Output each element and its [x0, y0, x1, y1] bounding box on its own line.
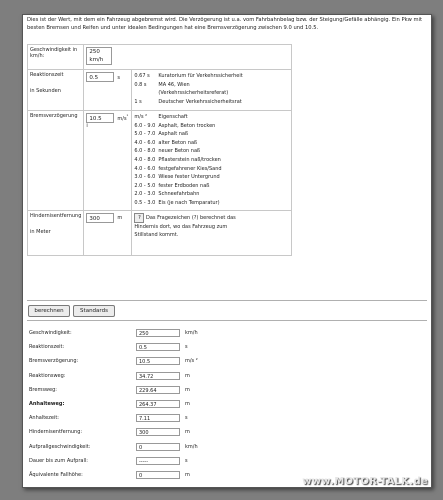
decel-info-row	[134, 147, 289, 156]
reaction-info-value: 0.8 s	[134, 81, 147, 88]
result-label: Dauer bis zum Aufprall:	[29, 457, 88, 464]
speed-label-text: Geschwindigkeit in km/h:	[30, 47, 78, 59]
calculator-window	[22, 14, 432, 488]
result-value-field[interactable]: 229.64	[136, 386, 180, 394]
reaction-info-value: 1 s	[134, 98, 142, 105]
calculate-button[interactable]: berechnen	[28, 305, 70, 317]
separator	[27, 300, 427, 301]
speed-label	[28, 45, 84, 70]
reaction-info-row	[134, 81, 289, 90]
result-label: Reaktionszeit:	[29, 344, 65, 351]
speed-input[interactable]	[86, 47, 112, 65]
reaction-input-cell	[84, 70, 132, 111]
decel-info-row	[134, 173, 289, 182]
decel-row	[28, 111, 292, 211]
result-label: Aufprallgeschwindigkeit:	[29, 443, 91, 450]
decel-info-row	[134, 156, 289, 165]
result-label: Reaktionsweg:	[29, 372, 66, 379]
decel-info-value: 4.0 - 6.0	[134, 165, 156, 172]
obstacle-info	[132, 210, 292, 255]
decel-info-value: 3.0 - 6.0	[134, 174, 156, 181]
reaction-info-row	[134, 89, 289, 98]
result-unit: s	[185, 457, 188, 464]
decel-info-header	[134, 113, 289, 122]
obstacle-label-unit: in Meter	[30, 228, 51, 235]
decel-info-row	[134, 165, 289, 174]
decel-info-desc: neuer Beton naß	[158, 148, 201, 155]
obstacle-note: Hindernis dort, wo das Fahrzeug zum	[134, 223, 228, 230]
obstacle-note-row	[134, 213, 289, 223]
decel-unit	[117, 113, 129, 122]
decel-info-value: 2.0 - 5.0	[134, 182, 156, 189]
decel-info-value: 4.0 - 8.0	[134, 156, 156, 163]
obstacle-label-cell	[28, 210, 84, 255]
decel-info-desc: Schneefahrbahn	[158, 191, 200, 198]
decel-label: Bremsverzögerung	[30, 113, 78, 119]
reaction-input[interactable]: 0.5	[86, 72, 114, 82]
decel-info-header-desc: Eigenschaft	[158, 114, 188, 120]
speed-input-unit: km/h	[89, 57, 104, 63]
result-value-field[interactable]: -----	[136, 457, 180, 465]
decel-info-desc: alter Beton naß	[158, 139, 198, 146]
decel-info-row	[134, 130, 289, 139]
decel-info-value: 0.5 - 3.0	[134, 199, 156, 206]
speed-cell	[84, 45, 292, 70]
decel-info-desc: Asphalt naß	[158, 131, 189, 138]
decel-info-value: 2.0 - 3.0	[134, 191, 156, 198]
result-unit: m	[185, 429, 190, 436]
obstacle-row	[28, 210, 292, 255]
result-unit: m	[185, 386, 190, 393]
result-unit: s	[185, 415, 188, 422]
reaction-info-row	[134, 98, 289, 107]
obstacle-note: Das Fragezeichen (?) berechnet das	[145, 214, 236, 221]
reaction-unit: s	[117, 74, 120, 81]
decel-info-value: 6.0 - 8.0	[134, 148, 156, 155]
obstacle-input-cell	[84, 210, 132, 255]
obstacle-input[interactable]: 300	[86, 213, 114, 223]
decel-info-value: 5.0 - 7.0	[134, 131, 156, 138]
defaults-button[interactable]: Standards	[73, 305, 115, 317]
decel-unit-exp: ²	[126, 113, 129, 118]
result-label: Anhaltezeit:	[29, 415, 59, 422]
decel-input-cell	[84, 111, 132, 211]
result-unit: m	[185, 401, 190, 407]
decel-info-row	[134, 139, 289, 148]
result-value-field[interactable]: 34.72	[136, 372, 180, 380]
speed-input-value: 250	[89, 49, 100, 55]
result-label: Geschwindigkeit:	[29, 330, 72, 336]
result-value-field[interactable]: 0	[136, 471, 180, 479]
result-value-field[interactable]: 264.37	[136, 400, 180, 408]
result-label: Anhalteweg:	[29, 401, 65, 407]
result-label: Bremsweg:	[29, 386, 57, 393]
reaction-label-cell	[28, 70, 84, 111]
result-unit: km/h	[185, 443, 198, 450]
decel-input[interactable]: 10.5	[86, 113, 114, 123]
decel-info	[132, 111, 292, 211]
result-value-field[interactable]: 250	[136, 329, 180, 337]
result-value-field[interactable]: 7.11	[136, 414, 180, 422]
reaction-label: Reaktionszeit	[30, 72, 64, 78]
reaction-info-row	[134, 72, 289, 81]
watermark: www.MOTOR-TALK.de	[302, 476, 428, 487]
decel-info-desc: festgefahrener Kies/Sand	[158, 165, 222, 172]
decel-unit-text: m/s	[117, 115, 127, 122]
decel-info-desc: Pflasterstein naß/trocken	[158, 156, 221, 163]
separator	[27, 320, 427, 321]
result-label: Äquivalente Fallhöhe:	[29, 472, 83, 478]
question-mark-button[interactable]: ?	[134, 213, 144, 223]
decel-info-desc: Asphalt, Beton trocken	[158, 122, 216, 129]
decel-info-row	[134, 199, 289, 208]
decel-info-value: 4.0 - 6.0	[134, 139, 156, 146]
result-value-field[interactable]: 10.5	[136, 357, 180, 365]
result-unit: m/s ²	[185, 358, 198, 365]
reaction-info-desc: Deutscher Verkehrssicherheitsrat	[158, 98, 242, 105]
decel-info-value: 6.0 - 9.0	[134, 122, 156, 129]
obstacle-label: Hindernisentfernung	[30, 212, 82, 219]
decel-info-row	[134, 182, 289, 191]
result-unit: m	[185, 472, 190, 478]
result-value-field[interactable]: 0.5	[136, 343, 180, 351]
result-value-field[interactable]: 0	[136, 443, 180, 451]
reaction-info-desc: MA 46, Wien	[158, 81, 190, 88]
decel-info-row	[134, 190, 289, 199]
reaction-info-desc: (Verkehrssicherheitsreferat)	[158, 90, 229, 97]
reaction-info-desc: Kuratorium für Verkehrssicherheit	[158, 73, 243, 79]
input-table	[27, 44, 292, 256]
decel-info-desc: fester Erdboden naß	[158, 182, 210, 189]
decel-label-cell	[28, 111, 84, 211]
decel-info-header-unit: m/s ²	[134, 114, 148, 120]
reaction-info	[132, 70, 292, 111]
result-unit: s	[185, 344, 188, 351]
decel-info-desc: Eis (je nach Temparatur)	[158, 199, 220, 206]
speed-row	[28, 45, 292, 70]
result-label: Hindernisentfernung:	[29, 429, 83, 436]
intro-text: Dies ist der Wert, mit dem ein Fahrzeug abgebremst wird. Die Verzögerung ist u.a. vom Fahrbahnbelag bzw. der Steigung/Gefälle abhängig. Ein Pkw mit besten Bremsen und Reifen und unter idealen Bedingungen hat eine Bremsverzögerung zwischen 9.0 und 10.5.	[27, 17, 423, 31]
reaction-label-unit: in Sekunden	[30, 88, 61, 94]
obstacle-note: Stillstand kommt.	[134, 232, 179, 239]
decel-marker: i	[86, 123, 88, 130]
reaction-row	[28, 70, 292, 111]
decel-info-desc: Wiese fester Untergrund	[158, 174, 220, 181]
result-label: Bremsverzögerung:	[29, 358, 79, 365]
decel-info-row	[134, 122, 289, 131]
reaction-info-value: 0.67 s	[134, 73, 150, 79]
result-unit: km/h	[185, 330, 198, 336]
result-unit: m	[185, 372, 190, 379]
result-value-field[interactable]: 300	[136, 428, 180, 436]
obstacle-unit: m	[117, 215, 123, 222]
